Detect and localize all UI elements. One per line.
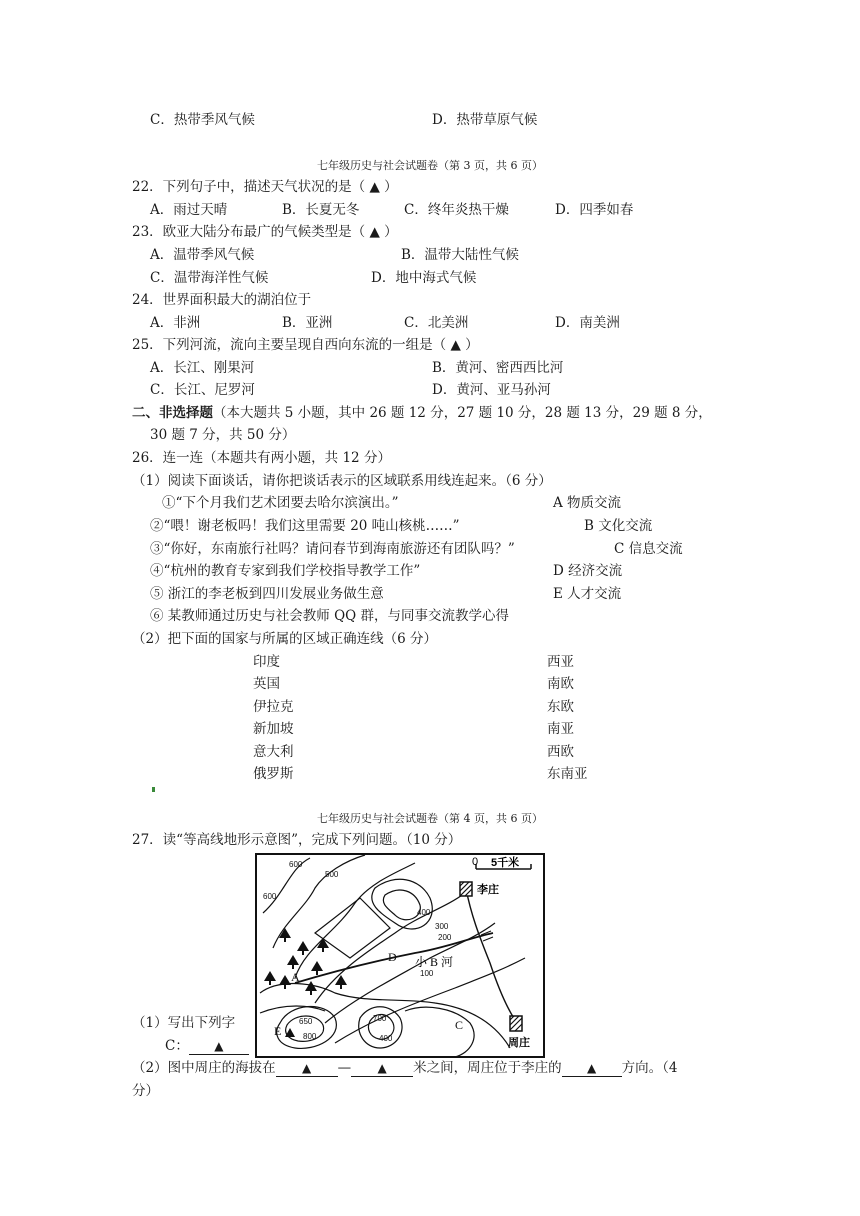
- map-letter-e: E: [274, 1024, 282, 1038]
- question-stem: 24．世界面积最大的湖泊位于: [132, 292, 312, 308]
- contour-value: 600: [289, 860, 303, 869]
- triangle-icon: ▲: [586, 1061, 597, 1075]
- sub-question: （2）把下面的国家与所属的区域正确连线（6 分）: [132, 631, 437, 647]
- sub2-text: （2）图中周庄的海拔在: [132, 1060, 276, 1076]
- blank-label: C：: [165, 1038, 189, 1054]
- page-header: 七年级历史与社会试题卷（第 3 页，共 6 页）: [317, 159, 543, 172]
- triangle-icon: ▲: [214, 1039, 224, 1053]
- map-letter-a: A: [291, 970, 300, 984]
- option-d: D．地中海式气候: [371, 270, 477, 286]
- contour-value: 400: [379, 1034, 393, 1043]
- contour-value: 500: [325, 870, 339, 879]
- region: 西亚: [547, 654, 574, 670]
- option-b: B．黄河、密西西比河: [432, 360, 564, 376]
- talk-item: ⑤ 浙江的李老板到四川发展业务做生意: [150, 586, 384, 602]
- option-d: D．四季如春: [555, 202, 634, 218]
- option-c: C．北美洲: [404, 315, 469, 331]
- option-d: D．黄河、亚马孙河: [432, 382, 551, 398]
- link-target: D 经济交流: [553, 563, 623, 579]
- sub-question-2: [132, 1056, 677, 1077]
- sub-question: （1）阅读下面谈话，请你把谈话表示的区域联系用线连起来。（6 分）: [132, 473, 552, 489]
- option-a: A．长江、刚果河: [150, 360, 255, 376]
- sub-question-1: （1）写出下列字: [132, 1015, 236, 1031]
- region: 东南亚: [547, 766, 588, 782]
- option-a: A．雨过天晴: [150, 202, 228, 218]
- talk-item: ④“杭州的教育专家到我们学校指导教学工作”: [150, 563, 421, 579]
- river-label: 小 B 河: [415, 955, 454, 969]
- talk-item: ③“你好，东南旅行社吗？请问春节到海南旅游还有团队吗？”: [150, 541, 515, 557]
- option-c: C．长江、尼罗河: [150, 382, 255, 398]
- region: 西欧: [547, 744, 574, 760]
- country: 俄罗斯: [253, 766, 294, 782]
- contour-value: 300: [435, 922, 449, 931]
- scale-zero: 0: [472, 856, 479, 868]
- option-a: A．非洲: [150, 315, 201, 331]
- link-target: A 物质交流: [553, 495, 622, 511]
- option-b: B．亚洲: [282, 315, 333, 331]
- region: 南欧: [547, 676, 574, 692]
- q21-option-d: D．热带草原气候: [432, 112, 538, 128]
- question-stem: 26．连一连（本题共有两小题，共 12 分）: [132, 450, 391, 466]
- talk-item: ⑥ 某教师通过历史与社会教师 QQ 群，与同事交流教学心得: [150, 608, 510, 624]
- answer-blank: [276, 1060, 338, 1077]
- contour-value: 800: [303, 1032, 317, 1041]
- question-stem: 27．读“等高线地形示意图”，完成下列问题。（10 分）: [132, 832, 462, 848]
- country: 新加坡: [253, 721, 294, 737]
- question-stem: 25．下列河流，流向主要呈现自西向东流的一组是（ ▲ ）: [132, 337, 479, 353]
- sub2-dash: —: [337, 1060, 352, 1076]
- answer-blank: [189, 1038, 249, 1055]
- contour-map: [255, 853, 545, 1058]
- contour-value: 100: [420, 969, 434, 978]
- option-c: C．终年炎热干燥: [404, 202, 509, 218]
- country: 意大利: [253, 744, 294, 760]
- sub-question-2-cont: 分）: [132, 1083, 159, 1099]
- section-desc-cont: 30 题 7 分，共 50 分）: [150, 427, 296, 443]
- talk-item: ①“下个月我们艺术团要去哈尔滨演出。”: [162, 495, 399, 511]
- contour-value: 700: [373, 1014, 387, 1023]
- link-target: B 文化交流: [584, 518, 653, 534]
- answer-blank: [562, 1060, 622, 1077]
- village-li-label: 李庄: [477, 884, 499, 896]
- question-stem: 22．下列句子中，描述天气状况的是（ ▲ ）: [132, 179, 398, 195]
- section-desc: （本大题共 5 小题，其中 26 题 12 分，27 题 10 分，28 题 13 分，29 题 8 分，: [213, 405, 712, 421]
- option-c: C．温带海洋性气候: [150, 270, 269, 286]
- contour-value: 400: [417, 908, 431, 917]
- map-letter-d: D: [388, 950, 397, 964]
- triangle-icon: ▲: [377, 1061, 387, 1075]
- q21-option-c: C．热带季风气候: [150, 112, 255, 128]
- sub2-text: 米之间，周庄位于李庄的: [413, 1060, 562, 1076]
- country: 英国: [253, 676, 280, 692]
- link-target: E 人才交流: [553, 586, 622, 602]
- page-header: 七年级历史与社会试题卷（第 4 页，共 6 页）: [317, 812, 543, 825]
- option-b: B．温带大陆性气候: [401, 247, 519, 263]
- stray-mark: [152, 787, 155, 792]
- country: 伊拉克: [253, 699, 294, 715]
- section-title: 二、非选择题: [132, 405, 213, 421]
- region: 南亚: [547, 721, 574, 737]
- option-b: B．长夏无冬: [282, 202, 360, 218]
- scale-label: 5千米: [491, 857, 520, 869]
- triangle-icon: ▲: [301, 1061, 312, 1075]
- sub-question-1-blank: [165, 1034, 249, 1055]
- question-stem: 23．欧亚大陆分布最广的气候类型是（ ▲ ）: [132, 224, 398, 240]
- talk-item: ②“喂！谢老板吗！我们这里需要 20 吨山核桃……”: [150, 518, 460, 534]
- country: 印度: [253, 654, 280, 670]
- village-zhou-label: 周庄: [508, 1037, 530, 1049]
- option-d: D．南美洲: [555, 315, 620, 331]
- map-letter-c: C: [455, 1018, 464, 1032]
- region: 东欧: [547, 699, 574, 715]
- option-a: A．温带季风气候: [150, 247, 255, 263]
- link-target: C 信息交流: [614, 541, 683, 557]
- sub2-text: 方向。（4: [621, 1060, 678, 1076]
- section-heading: [132, 401, 712, 421]
- contour-value: 600: [263, 892, 277, 901]
- contour-value: 200: [438, 933, 452, 942]
- answer-blank: [351, 1060, 413, 1077]
- contour-value: 650: [299, 1017, 313, 1026]
